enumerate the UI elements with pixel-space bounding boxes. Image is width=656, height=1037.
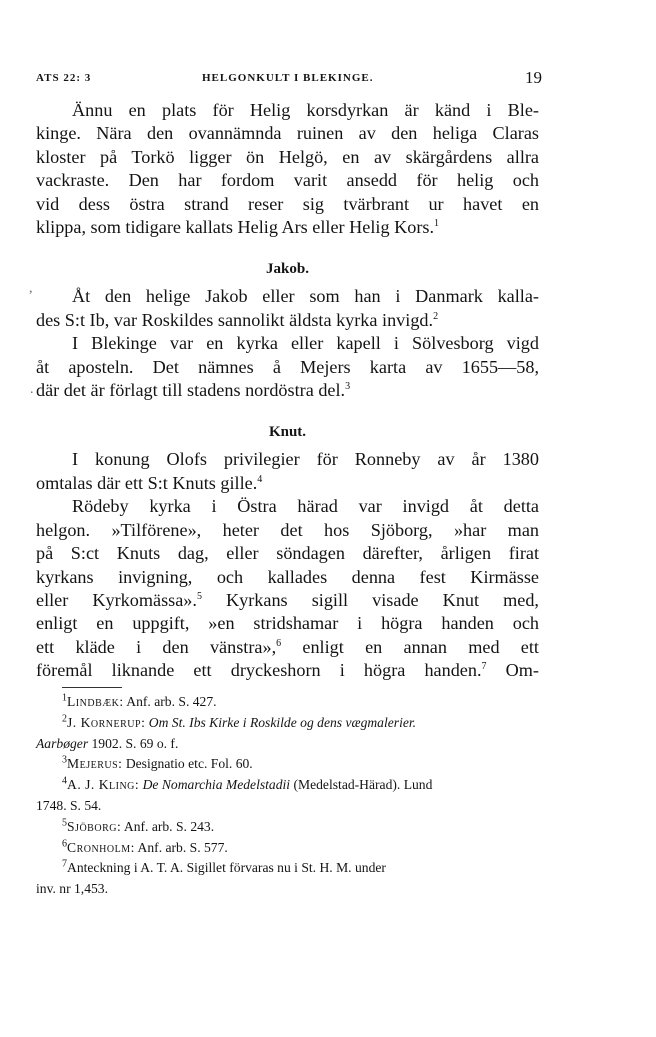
text-line: åt aposteln. Det nämnes å Mejers karta av 1655—58,	[36, 356, 539, 377]
header-title: HELGONKULT I BLEKINGE.	[202, 72, 374, 84]
text-line: vackraste. Den har fordom varit ansedd för helig och	[36, 170, 539, 191]
text-line: Ännu en plats för Helig korsdyrkan är känd i Ble-	[72, 100, 539, 120]
text-line: på S:ct Knuts dag, eller söndagen därefter, årligen firat	[36, 543, 539, 564]
footnote-ref: 1	[434, 217, 440, 229]
paragraph-knut-2	[36, 495, 539, 682]
text-line: Rödeby kyrka i Östra härad var invigd åt detta	[72, 496, 539, 517]
text-line: omtalas där ett S:t Knuts gille.$^4$	[36, 472, 263, 493]
footnote-ref: 4	[257, 473, 263, 485]
section-heading-knut: Knut.	[268, 424, 307, 441]
footnote-ref: 2	[433, 310, 439, 322]
text-line: klippa, som tidigare kallats Helig Ars eller Helig Kors.$^1$	[36, 217, 440, 238]
footnote-3: $^3$Mejerus: Designatio etc. Fol. 60.	[62, 754, 253, 772]
footnote-divider	[62, 687, 122, 688]
text-line: föremål liknande ett dryckeshorn i högra handen.$^7$ Om-	[36, 660, 539, 681]
footnote-ref: 5	[196, 590, 202, 602]
text-line: där det är förlagt till stadens nordöstra del.$^3$	[36, 380, 351, 401]
header-signature: ATS 22: 3	[36, 72, 92, 84]
footnote-4: $^4$A. J. Kling: De Nomarchia Medelstadii (Medelstad-Härad). Lund 1748. S. 54.	[36, 775, 433, 813]
footnote-ref: 3	[345, 381, 351, 392]
footnote-ref: 6	[276, 637, 282, 649]
paragraph-jakob-1	[36, 285, 539, 332]
text-line: vid dess östra strand reser sig tvärbrant ur havet en	[36, 193, 539, 214]
footnote-1: $^1$Lindbæk: Anf. arb. S. 427.	[62, 692, 217, 709]
text-line: Åt den helige Jakob eller som han i Danmark kalla-	[72, 286, 539, 307]
running-header	[36, 68, 542, 92]
text-line: I konung Olofs privilegier för Ronneby av år 1380	[72, 449, 539, 470]
margin-mark: ,	[29, 281, 33, 296]
margin-mark: .	[30, 382, 34, 397]
text-line: enligt en uppgift, »en stridshamar i högra handen och	[36, 613, 539, 634]
page-number: 19	[525, 68, 542, 87]
footnote-7: $^7$Anteckning i A. T. A. Sigillet förvaras nu i St. H. M. under inv. nr 1,453.	[36, 858, 386, 897]
text-line: ett kläde i den vänstra»,$^6$ enligt en annan med ett	[36, 636, 539, 657]
text-line: I Blekinge var en kyrka eller kapell i Sölvesborg vigd	[72, 333, 539, 354]
paragraph-knut-1	[36, 448, 539, 495]
text-line: kloster på Torkö ligger ön Helgö, en av skärgårdens allra	[36, 146, 539, 167]
main-text	[36, 99, 539, 683]
paragraph-jakob-2	[36, 332, 539, 402]
footnote-6: $^6$Cronholm: Anf. arb. S. 577.	[62, 838, 228, 855]
footnote-ref: 7	[481, 661, 487, 673]
paragraph-helgo	[36, 99, 539, 239]
footnote-5: $^5$Sjöborg: Anf. arb. S. 243.	[62, 817, 215, 834]
footnotes	[36, 692, 539, 900]
section-heading-jakob: Jakob.	[266, 261, 309, 278]
text-line: kinge. Nära den ovannämnda ruinen av den heliga Claras	[36, 123, 539, 144]
text-line: kyrkans invigning, och kallades denna fest Kirmässe	[36, 566, 539, 587]
text-line: eller Kyrkomässa».$^5$ Kyrkans sigill visade Knut med,	[36, 589, 539, 610]
text-line: des S:t Ib, var Roskildes sannolikt äldsta kyrka invigd.$^2$	[36, 309, 439, 330]
text-line: helgon. »Tilförene», heter det hos Sjöborg, »har man	[36, 519, 539, 540]
footnote-2: $^2$J. Kornerup: Om St. Ibs Kirke i Roskilde og dens vægmalerier. Aarbøger 1902. S. 69 o. f.	[36, 713, 417, 751]
